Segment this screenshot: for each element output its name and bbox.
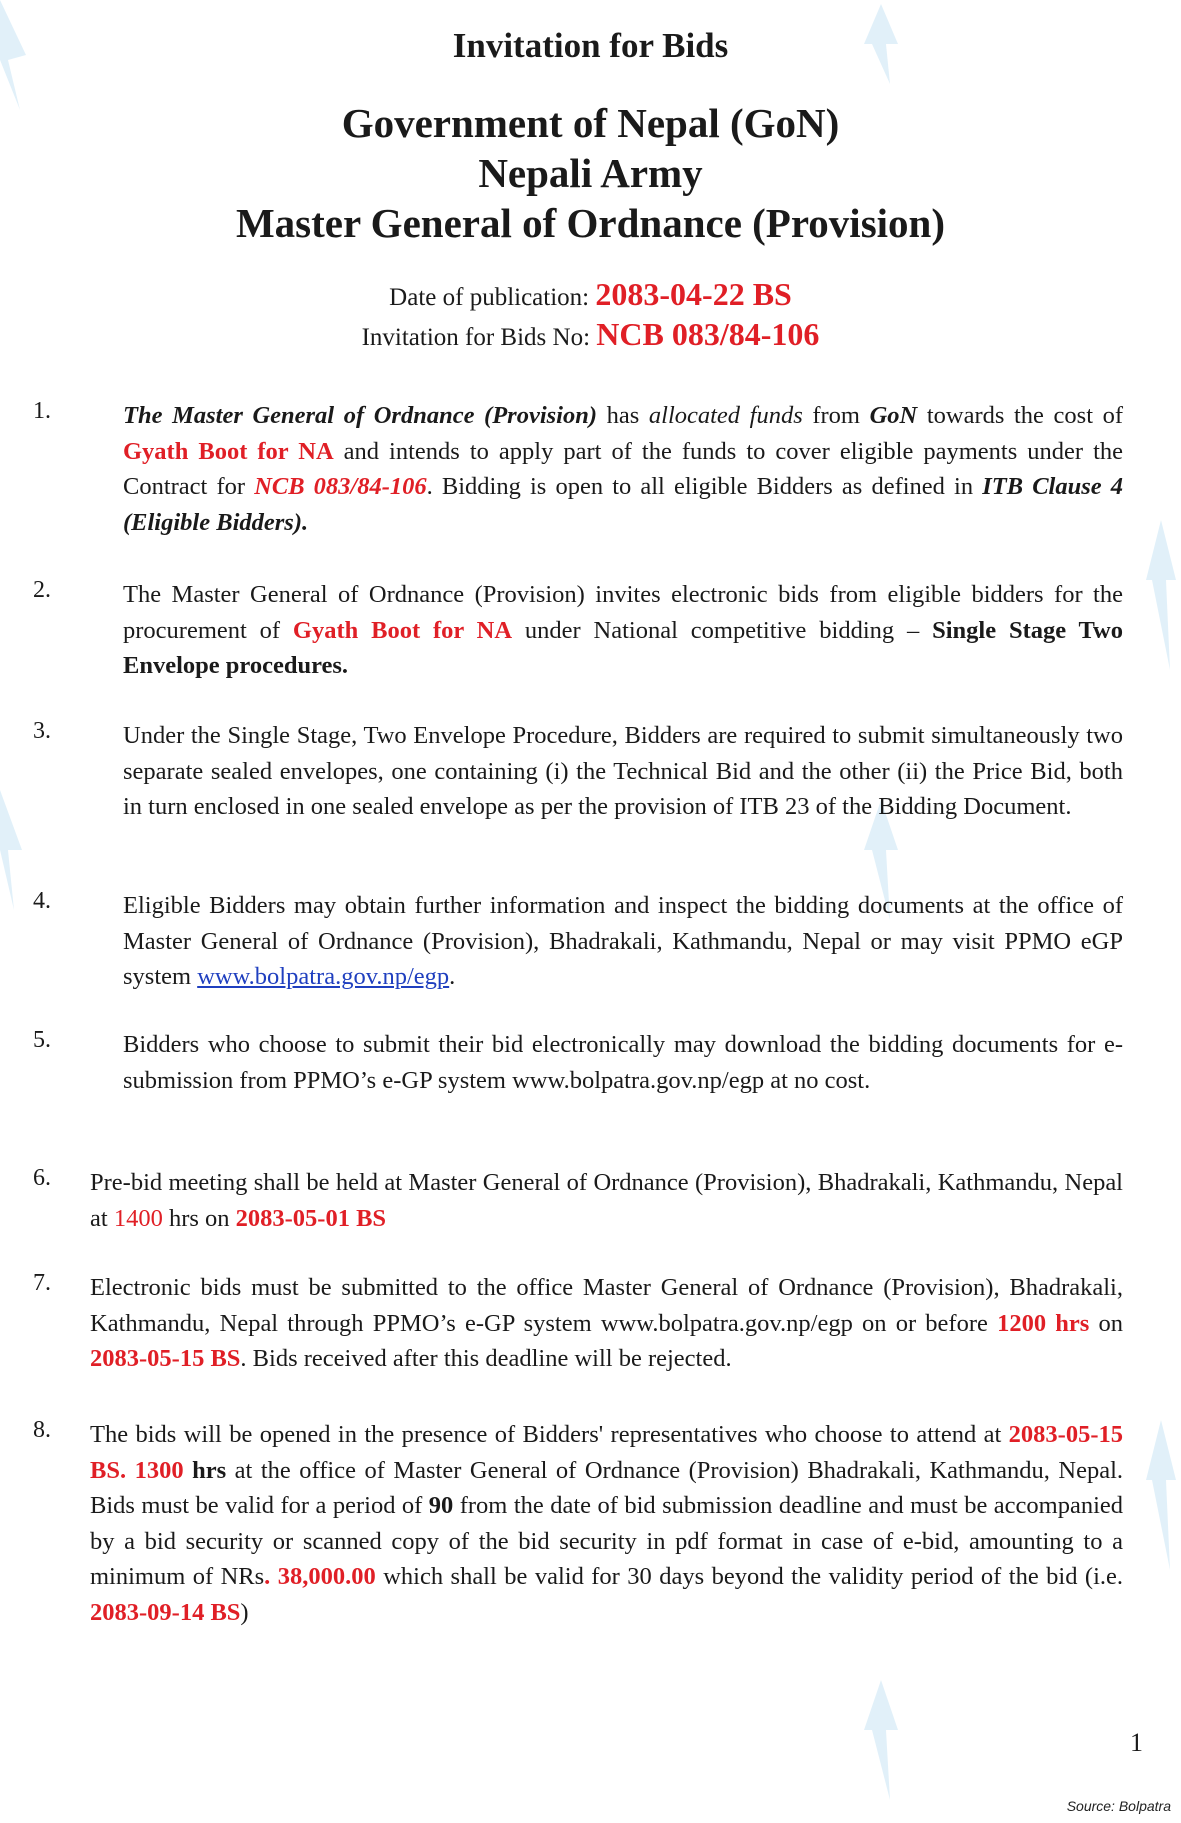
prebid-date: 2083-05-01 BS (235, 1204, 387, 1232)
publication-date-value: 2083-04-22 BS (595, 276, 792, 312)
clause-text: Eligible Bidders may obtain further information and inspect the bidding documents at the office of Master General of Ordnance (Provision), Bhadrakali, Kathmandu, Nepal or may visit PPMO eGP system (123, 892, 1123, 990)
clause-text: hrs on (162, 1204, 236, 1232)
clause-text: towards the cost of (917, 402, 1124, 429)
watermark-arrow-icon (864, 1680, 898, 1800)
validity-period: 90 (428, 1492, 454, 1519)
clause-text: The Master General of Ordnance (Provision) invites electronic bids from eligible bidders for the procurement of (123, 581, 1123, 644)
clause-text: Electronic bids must be submitted to the office Master General of Ordnance (Provision), Bhadrakali, Kathmandu, Nepal through PPMO’s e-GP system www.bolpatra.gov.np/egp on or before (90, 1274, 1123, 1337)
item-number: 5. (33, 1027, 51, 1053)
procurement-item-name: Gyath Boot for NA (292, 616, 513, 644)
clause-text: has (597, 402, 649, 429)
clause-text: allocated funds (648, 402, 803, 429)
item-number: 2. (33, 577, 51, 603)
egp-link[interactable]: www.bolpatra.gov.np/egp (197, 963, 450, 990)
ifb-number-line (0, 316, 1181, 353)
clause-text: The Master General of Ordnance (Provision) (123, 402, 598, 429)
clause-text: and intends to apply part of the funds to cover eligible payments under the Contract for (123, 437, 1123, 500)
clause-2 (123, 577, 1123, 684)
org-line-office: Master General of Ordnance (Provision) (235, 200, 946, 246)
clause-8 (90, 1417, 1123, 1630)
item-number: 3. (33, 718, 51, 744)
clause-text: . (449, 963, 456, 990)
item-number: 8. (33, 1417, 51, 1443)
clause-text: at the office of Master General of Ordnance (Provision) Bhadrakali, Kathmandu, Nepal. Bids must be valid for a period of (90, 1456, 1123, 1519)
clause-text: from (802, 402, 870, 429)
clause-text: which shall be valid for 30 days beyond the validity period of the bid (i.e. (375, 1563, 1124, 1590)
clause-text: GoN (869, 402, 918, 429)
clause-text: Under the Single Stage, Two Envelope Procedure, Bidders are required to submit simultaneously two separate sealed envelopes, one containing (i) the Technical Bid and the other (ii) the Price Bid, both in turn enclosed in one sealed envelope as per the provision of ITB 23 of the Bidding Document. (123, 722, 1123, 820)
procedure-name: Single Stage Two Envelope procedures. (123, 616, 1123, 679)
clause-text: ) (240, 1598, 249, 1626)
clause-text: under National competitive bidding – (512, 616, 933, 644)
item-number: 1. (33, 398, 51, 424)
item-number: 7. (33, 1270, 51, 1296)
org-line-army: Nepali Army (478, 150, 703, 196)
clause-text: Pre-bid meeting shall be held at Master General of Ordnance (Provision), Bhadrakali, Kathmandu, Nepal at (90, 1169, 1123, 1232)
prebid-time: 1400 (113, 1204, 163, 1232)
clause-text: The bids will be opened in the presence of Bidders' representatives who choose to attend at (90, 1421, 1009, 1448)
clause-6 (90, 1165, 1123, 1236)
opening-date-time: 2083-05-15 BS. 1300 (90, 1421, 1123, 1484)
bid-security-amount: 38,000.00 (270, 1563, 376, 1590)
clause-text: from the date of bid submission deadline and must be accompanied by a bid security or scanned copy of the bid security in pdf format in case of e-bid, amounting to a minimum of NRs (90, 1492, 1124, 1590)
clause-text: ITB Clause 4 (Eligible Bidders). (123, 473, 1124, 536)
item-number: 6. (33, 1165, 51, 1191)
org-line-government: Government of Nepal (GoN) (341, 100, 840, 146)
clause-7 (90, 1270, 1123, 1377)
submission-time: 1200 hrs (997, 1309, 1090, 1337)
watermark-arrow-icon (1146, 1420, 1176, 1570)
clause-1 (123, 398, 1123, 540)
clause-text: hrs (183, 1456, 227, 1484)
document-title: Invitation for Bids (452, 26, 729, 65)
contract-number: NCB 083/84-106 (254, 473, 427, 500)
clause-text: . Bids received after this deadline will be rejected. (240, 1345, 732, 1372)
clause-text: . (264, 1563, 271, 1590)
clause-4 (123, 888, 1123, 995)
item-number: 4. (33, 888, 51, 914)
clause-5 (123, 1027, 1123, 1098)
clause-text: Bidders who choose to submit their bid electronically may download the bidding documents for e-submission from PPMO’s e-GP system www.bolpatra.gov.np/egp at no cost. (123, 1031, 1123, 1094)
ifb-number-label: Invitation for Bids No: (361, 324, 591, 351)
source-credit: Source: Bolpatra (1066, 1798, 1171, 1814)
clause-text: on (1089, 1309, 1124, 1337)
procurement-item-name: Gyath Boot for NA (123, 437, 334, 465)
publication-date-label: Date of publication: (389, 284, 590, 311)
ifb-number-value: NCB 083/84-106 (596, 316, 820, 352)
watermark-arrow-icon (0, 790, 22, 910)
bid-security-validity-date: 2083-09-14 BS (90, 1598, 241, 1626)
watermark-arrow-icon (1146, 520, 1176, 670)
submission-date: 2083-05-15 BS (90, 1345, 241, 1372)
clause-3 (123, 718, 1123, 825)
clause-text: . Bidding is open to all eligible Bidders as defined in (426, 473, 983, 500)
page-number: 1 (1130, 1728, 1143, 1757)
publication-date-line (0, 276, 1181, 313)
